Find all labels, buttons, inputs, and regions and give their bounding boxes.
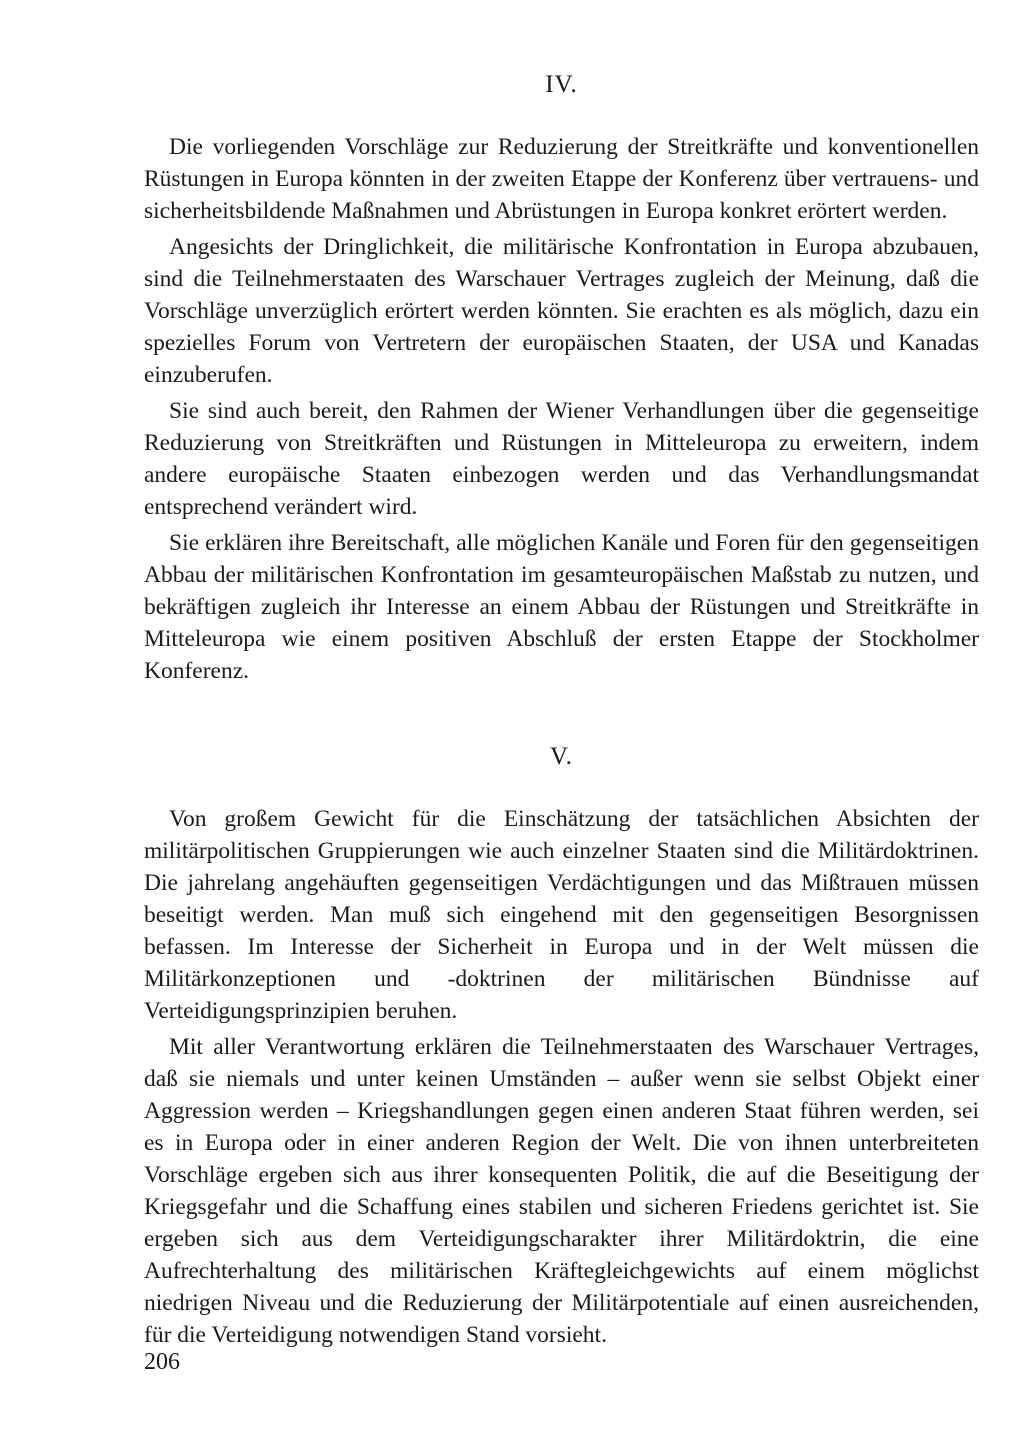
paragraph: Von großem Gewicht für die Einschätzung der tatsächlichen Absichten der militärpolitischen Gruppierungen wie auch einzelner Staaten sind die Militärdoktrinen. Die jahrelang angehäuften gegenseitigen Verdächtigungen und das Mißtrauen müssen beseitigt werden. Man muß sich eingehend mit den gegenseitigen Besorgnissen befassen. Im Interesse der Sicherheit in Europa und in der Welt müssen die Militärkonzeptionen und -doktrinen der militärischen Bündnisse auf Verteidigungsprinzipien beruhen. — [144, 806, 979, 1024]
section-heading-iv: IV. — [545, 71, 578, 98]
paragraph: Mit aller Verantwortung erklären die Teilnehmerstaaten des Warschauer Vertrages, daß sie niemals und unter keinen Umständen – außer wenn sie selbst Objekt einer Aggression werden – Kriegshandlungen gegen einen anderen Staat führen werden, sei es in Europa oder in einer anderen Region der Welt. Die von ihnen unterbreiteten Vorschläge ergeben sich aus ihrer konsequenten Politik, die auf die Beseitigung der Kriegsgefahr und die Schaffung eines stabilen und sicheren Friedens gerichtet ist. Sie ergeben sich aus dem Verteidigungscharakter ihrer Militärdoktrin, die eine Aufrechterhaltung des militärischen Kräftegleichgewichts auf einem möglichst niedrigen Niveau und die Reduzierung der Militärpotentiale auf einen ausreichenden, für die Verteidigung notwendigen Stand vorsieht. — [144, 1034, 979, 1348]
section-v-body — [144, 803, 979, 1355]
section-heading-v: V. — [549, 743, 574, 770]
paragraph: Angesichts der Dringlichkeit, die militärische Konfrontation in Europa abzubauen, sind die Teilnehmerstaaten des Warschauer Vertrages zugleich der Meinung, daß die Vorschläge unverzüglich erörtert werden könnten. Sie erachten es als möglich, dazu ein spezielles Forum von Vertretern der europäischen Staaten, der USA und Kanadas einzuberufen. — [144, 234, 979, 388]
section-iv-body — [144, 131, 979, 691]
page-number: 206 — [144, 1349, 180, 1375]
document-page — [144, 0, 979, 1453]
paragraph: Sie erklären ihre Bereitschaft, alle möglichen Kanäle und Foren für den gegenseitigen Abbau der militärischen Konfrontation im gesamteuropäischen Maßstab zu nutzen, und bekräftigen zugleich ihr Interesse an einem Abbau der Rüstungen und Streitkräfte in Mitteleuropa wie einem positiven Abschluß der ersten Etappe der Stockholmer Konferenz. — [144, 530, 979, 684]
paragraph: Die vorliegenden Vorschläge zur Reduzierung der Streitkräfte und konventionellen Rüstungen in Europa könnten in der zweiten Etappe der Konferenz über vertrauens- und sicherheitsbildende Maßnahmen und Abrüstungen in Europa konkret erörtert werden. — [144, 134, 979, 224]
paragraph: Sie sind auch bereit, den Rahmen der Wiener Verhandlungen über die gegenseitige Reduzierung von Streitkräften und Rüstungen in Mitteleuropa zu erweitern, indem andere europäische Staaten einbezogen werden und das Verhandlungsmandat entsprechend verändert wird. — [144, 398, 979, 520]
